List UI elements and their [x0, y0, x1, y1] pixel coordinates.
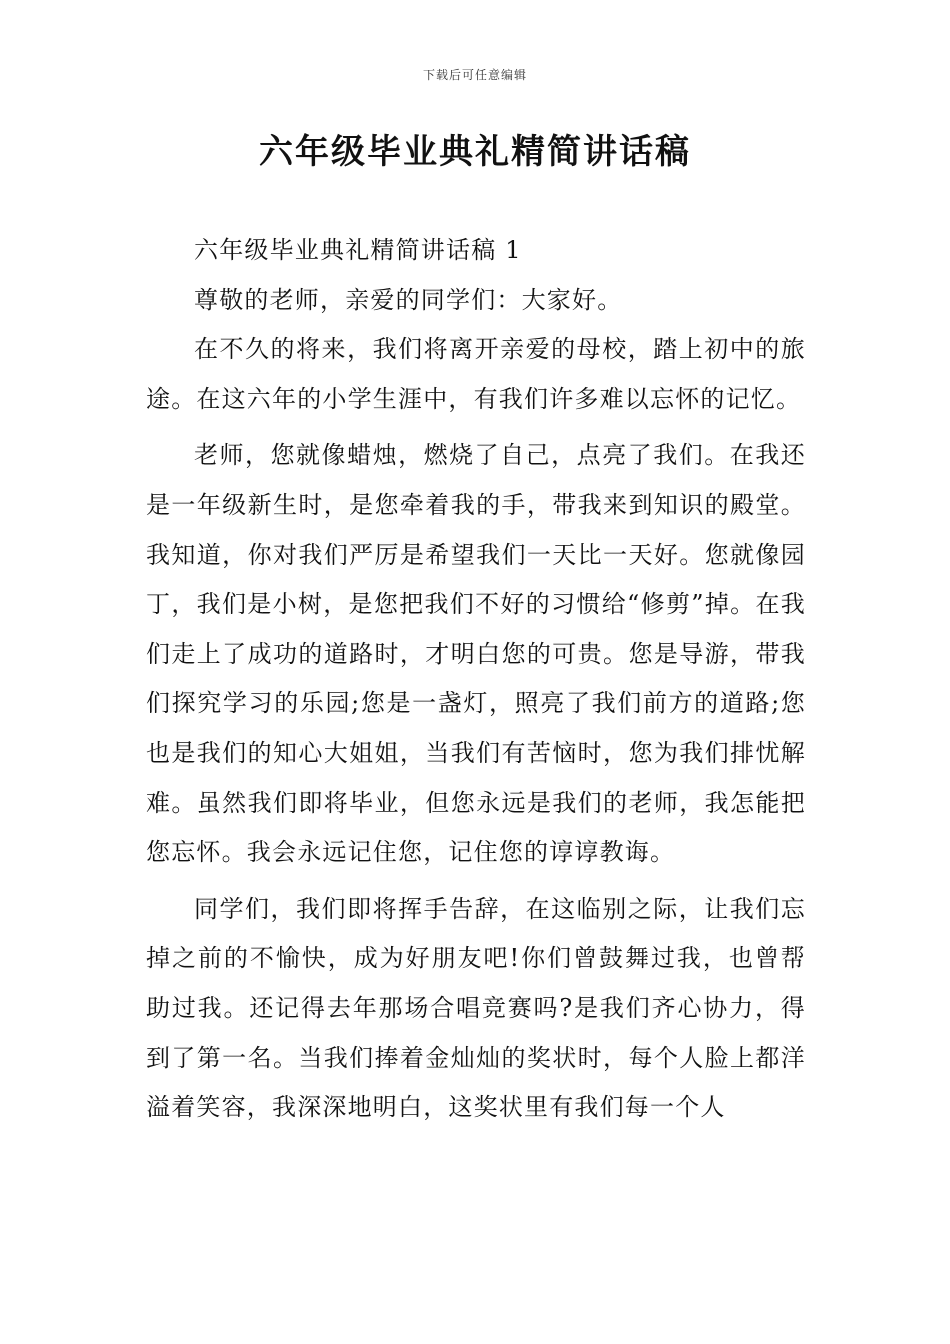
paragraph-greeting: 尊敬的老师，亲爱的同学们：大家好。 — [194, 285, 623, 314]
paragraph-subtitle: 六年级毕业典礼精简讲话稿 1 — [194, 236, 522, 264]
paragraph-classmates: 同学们，我们即将挥手告辞，在这临别之际，让我们忘掉之前的不愉快，成为好朋友吧!你们曾鼓舞过我，也曾帮助过我。还记得去年那场合唱竞赛吗?是我们齐心协力，得到了第一名。当我们捧着金灿灿的奖状时，每个人脸上都洋溢着笑容，我深深地明白，这奖状里有我们每一个人 — [146, 894, 806, 1122]
paragraph-teacher: 老师，您就像蜡烛，燃烧了自己，点亮了我们。在我还是一年级新生时，是您牵着我的手，带我来到知识的殿堂。我知道，你对我们严厉是希望我们一天比一天好。您就像园丁，我们是小树，是您把我们不好的习惯给“修剪”掉。在我们走上了成功的道路时，才明白您的可贵。您是导游，带我们探究学习的乐园;您是一盏灯，照亮了我们前方的道路;您也是我们的知心大姐姐，当我们有苦恼时，您为我们排忧解难。虽然我们即将毕业，但您永远是我们的老师，我怎能把您忘怀。我会永远记住您，记住您的谆谆教诲。 — [146, 441, 806, 867]
header-note: 下载后可任意编辑 — [422, 68, 527, 82]
document-body — [146, 226, 806, 1133]
paragraph-intro: 在不久的将来，我们将离开亲爱的母校，踏上初中的旅途。在这六年的小学生涯中，有我们许多难以忘怀的记忆。 — [146, 335, 806, 413]
document-title: 六年级毕业典礼精简讲话稿 — [259, 132, 691, 172]
